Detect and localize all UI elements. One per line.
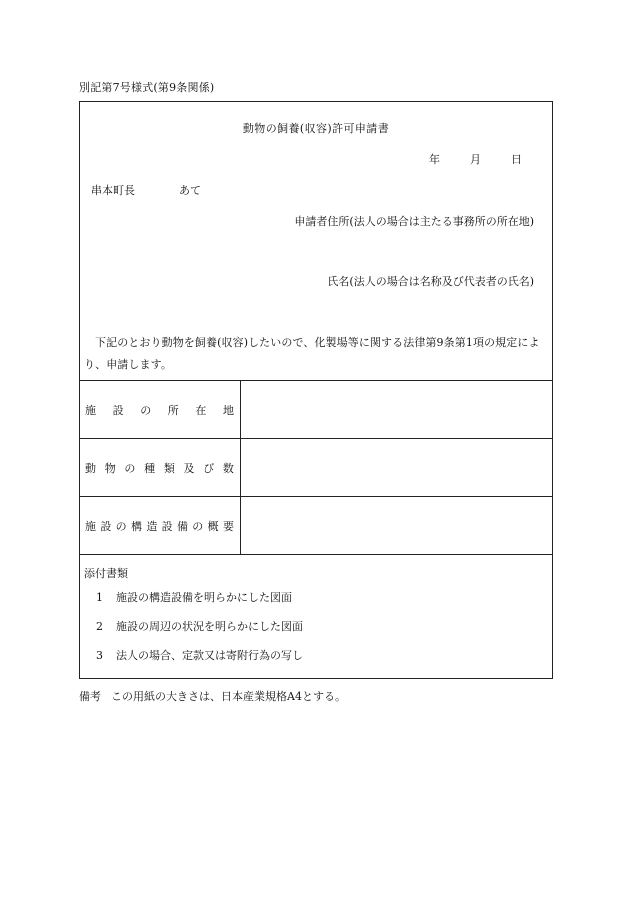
footnote-label: 備考: [79, 690, 101, 703]
attachment-item: [96, 589, 292, 605]
label-char: の: [192, 519, 204, 533]
label-char: 造: [146, 519, 158, 533]
facility-location-row: [80, 380, 552, 438]
label-char: 所: [167, 403, 179, 417]
label-char: の: [124, 461, 136, 475]
label-char: 及: [183, 461, 195, 475]
attachments-section: [80, 554, 552, 678]
label-char: 物: [104, 461, 116, 475]
footnote-text: この用紙の大きさは、日本産業規格A4とする。: [111, 690, 346, 703]
footnote: [79, 688, 346, 704]
label-char: 種: [144, 461, 156, 475]
label-char: の: [115, 519, 127, 533]
label-char: 構: [130, 519, 142, 533]
attachment-text: 施設の構造設備を明らかにした図面: [116, 591, 292, 604]
application-form-frame: [79, 101, 553, 679]
attachments-title: 添付書類: [84, 567, 128, 580]
applicant-address-label: 申請者住所(法人の場合は主たる事務所の所在地): [294, 215, 534, 228]
attachment-number: 2: [96, 620, 103, 633]
label-chars: [80, 460, 240, 476]
label-char: 設: [161, 519, 173, 533]
date-month-label: 月: [470, 153, 481, 166]
label-char: 概: [207, 519, 219, 533]
form-reference: 別記第7号様式(第9条関係): [79, 81, 215, 94]
label-chars: [80, 518, 240, 534]
facility-location-label: [80, 381, 241, 438]
attachment-number: 3: [96, 649, 103, 662]
animal-type-count-label: [80, 439, 241, 496]
facility-location-field[interactable]: [241, 381, 552, 438]
label-char: 数: [222, 461, 234, 475]
addressee-suffix: あて: [179, 184, 201, 197]
label-char: 設: [100, 519, 112, 533]
facility-structure-row: [80, 496, 552, 554]
label-char: び: [203, 461, 215, 475]
label-char: の: [140, 403, 152, 417]
date-line: [429, 151, 522, 167]
attachment-number: 1: [96, 591, 103, 604]
form-header-block: [80, 102, 552, 380]
label-char: 類: [163, 461, 175, 475]
form-title: 動物の飼養(収容)許可申請書: [242, 122, 390, 135]
facility-structure-field[interactable]: [241, 497, 552, 554]
date-year-label: 年: [429, 153, 440, 166]
request-statement: 下記のとおり動物を飼養(収容)したいので、化製場等に関する法律第9条第1項の規定により、申請します。: [84, 336, 540, 371]
attachment-text: 法人の場合、定款又は寄附行為の写し: [116, 649, 303, 662]
label-char: 備: [176, 519, 188, 533]
applicant-name-label: 氏名(法人の場合は名称及び代表者の氏名): [327, 275, 534, 288]
animal-type-count-row: [80, 438, 552, 496]
label-char: 地: [222, 403, 234, 417]
label-char: 在: [195, 403, 207, 417]
label-char: 施: [85, 403, 96, 417]
attachment-text: 施設の周辺の状況を明らかにした図面: [116, 620, 303, 633]
attachment-item: [96, 647, 303, 663]
facility-structure-label: [80, 497, 241, 554]
animal-type-count-field[interactable]: [241, 439, 552, 496]
label-char: 動: [85, 461, 96, 475]
addressee-name: 串本町長: [91, 184, 135, 197]
attachment-item: [96, 618, 303, 634]
label-char: 施: [85, 519, 96, 533]
label-char: 設: [112, 403, 124, 417]
label-chars: [80, 402, 240, 418]
label-char: 要: [222, 519, 234, 533]
addressee-line: [91, 182, 201, 198]
date-day-label: 日: [511, 153, 522, 166]
